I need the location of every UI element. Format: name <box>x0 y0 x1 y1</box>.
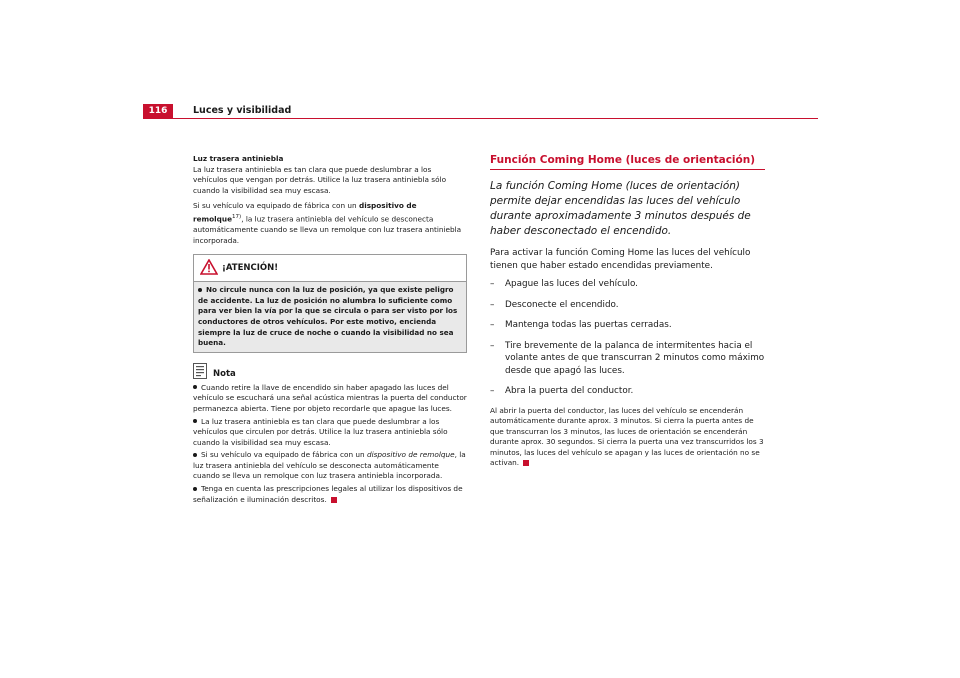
footnote-ref: 17) <box>232 213 242 220</box>
paragraph-trailer: Si su vehículo va equipado de fábrica con un dispositivo de remolque$^{17)}$, la luz trasera antiniebla del vehículo se desconecta automáticamente cuando se lleva un remolque con luz trasera antiniebla incorporada. <box>193 201 462 245</box>
bullet-icon <box>193 385 197 389</box>
section-title: Luces y visibilidad <box>193 105 292 116</box>
footer-paragraph: Al abrir la puerta del conductor, las luces del vehículo se encenderán automáticamente durante aprox. 3 minutos. Si cierra la puerta antes de que transcurran los 3 minutos, las luces de orientación se encenderán durante aprox. 30 segundos. Si cierra la puerta una vez transcurridos los 3 minutos, las luces del vehículo se apagan y las luces de orientación no se activan. <box>490 405 764 468</box>
end-mark-icon <box>331 497 337 503</box>
warning-header <box>194 255 466 282</box>
note-hand-icon <box>193 363 207 379</box>
list-item: – Abra la puerta del conductor. <box>490 386 634 396</box>
bullet-icon <box>193 419 197 423</box>
note-header <box>193 363 467 381</box>
note-item: Cuando retire la llave de encendido sin haber apagado las luces del vehículo se escuchará una señal acústica mientras la puerta del conductor permanezca abierta. Tiene por objeto recordarle que apague las luces. <box>193 382 467 413</box>
section-heading: Función Coming Home (luces de orientación) <box>490 154 765 170</box>
page-header <box>143 104 818 118</box>
intro-paragraph: Para activar la función Coming Home las luces del vehículo tienen que haber estado encendidas previamente. <box>490 248 751 271</box>
lead-paragraph: La función Coming Home (luces de orientación) permite dejar encendidas las luces del vehículo durante aproximadamente 3 minutos después de haber desconectado el encendido. <box>490 180 751 237</box>
left-column <box>193 154 467 505</box>
list-item: – Tire brevemente de la palanca de intermitentes hacia el volante antes de que transcurran 2 minutos como máximo desde que apagó las luces. <box>490 340 765 376</box>
note-item: La luz trasera antiniebla es tan clara que puede deslumbrar a los vehículos que circulen por detrás. Utilice la luz trasera antiniebla sólo cuando la visibilidad sea muy escasa. <box>193 416 448 447</box>
warning-box <box>193 254 467 353</box>
note-item: Si su vehículo va equipado de fábrica con un dispositivo de remolque, la luz trasera antiniebla del vehículo se desconecta automáticamente cuando se lleva un remolque con luz trasera antiniebla incorporada. <box>193 450 466 481</box>
paragraph-rear-fog: La luz trasera antiniebla es tan clara que puede deslumbrar a los vehículos que vengan por detrás. Utilice la luz trasera antiniebla sólo cuando la visibilidad sea muy escasa. <box>193 164 447 195</box>
steps-list <box>490 278 765 398</box>
warning-title: ¡ATENCIÓN! <box>222 263 279 274</box>
warning-triangle-icon <box>200 259 218 275</box>
bullet-icon <box>193 453 197 457</box>
note-item: Tenga en cuenta las prescripciones legales al utilizar los dispositivos de señalización e iluminación descritos. <box>193 484 463 504</box>
warning-body: No circule nunca con la luz de posición, ya que existe peligro de accidente. La luz de posición no alumbra lo suficiente como para ver bien la vía por la que se circula o para ser visto por los conductores de otros vehículos. Por este motivo, encienda siempre la luz de cruce de noche o cuando la visibilidad no sea buena. <box>198 285 458 348</box>
bullet-icon <box>193 487 197 491</box>
note-title: Nota <box>213 368 236 379</box>
list-item: – Apague las luces del vehículo. <box>490 279 638 289</box>
end-mark-icon <box>523 460 529 466</box>
list-item: – Desconecte el encendido. <box>490 299 619 310</box>
trailer-bold: dispositivo de remolque <box>193 201 417 224</box>
right-column <box>490 154 765 469</box>
page-number: 116 <box>143 104 173 118</box>
subheading-rear-fog: Luz trasera antiniebla <box>193 154 284 163</box>
list-item: – Mantenga todas las puertas cerradas. <box>490 320 672 330</box>
bullet-icon <box>198 288 202 292</box>
header-rule <box>143 118 818 119</box>
